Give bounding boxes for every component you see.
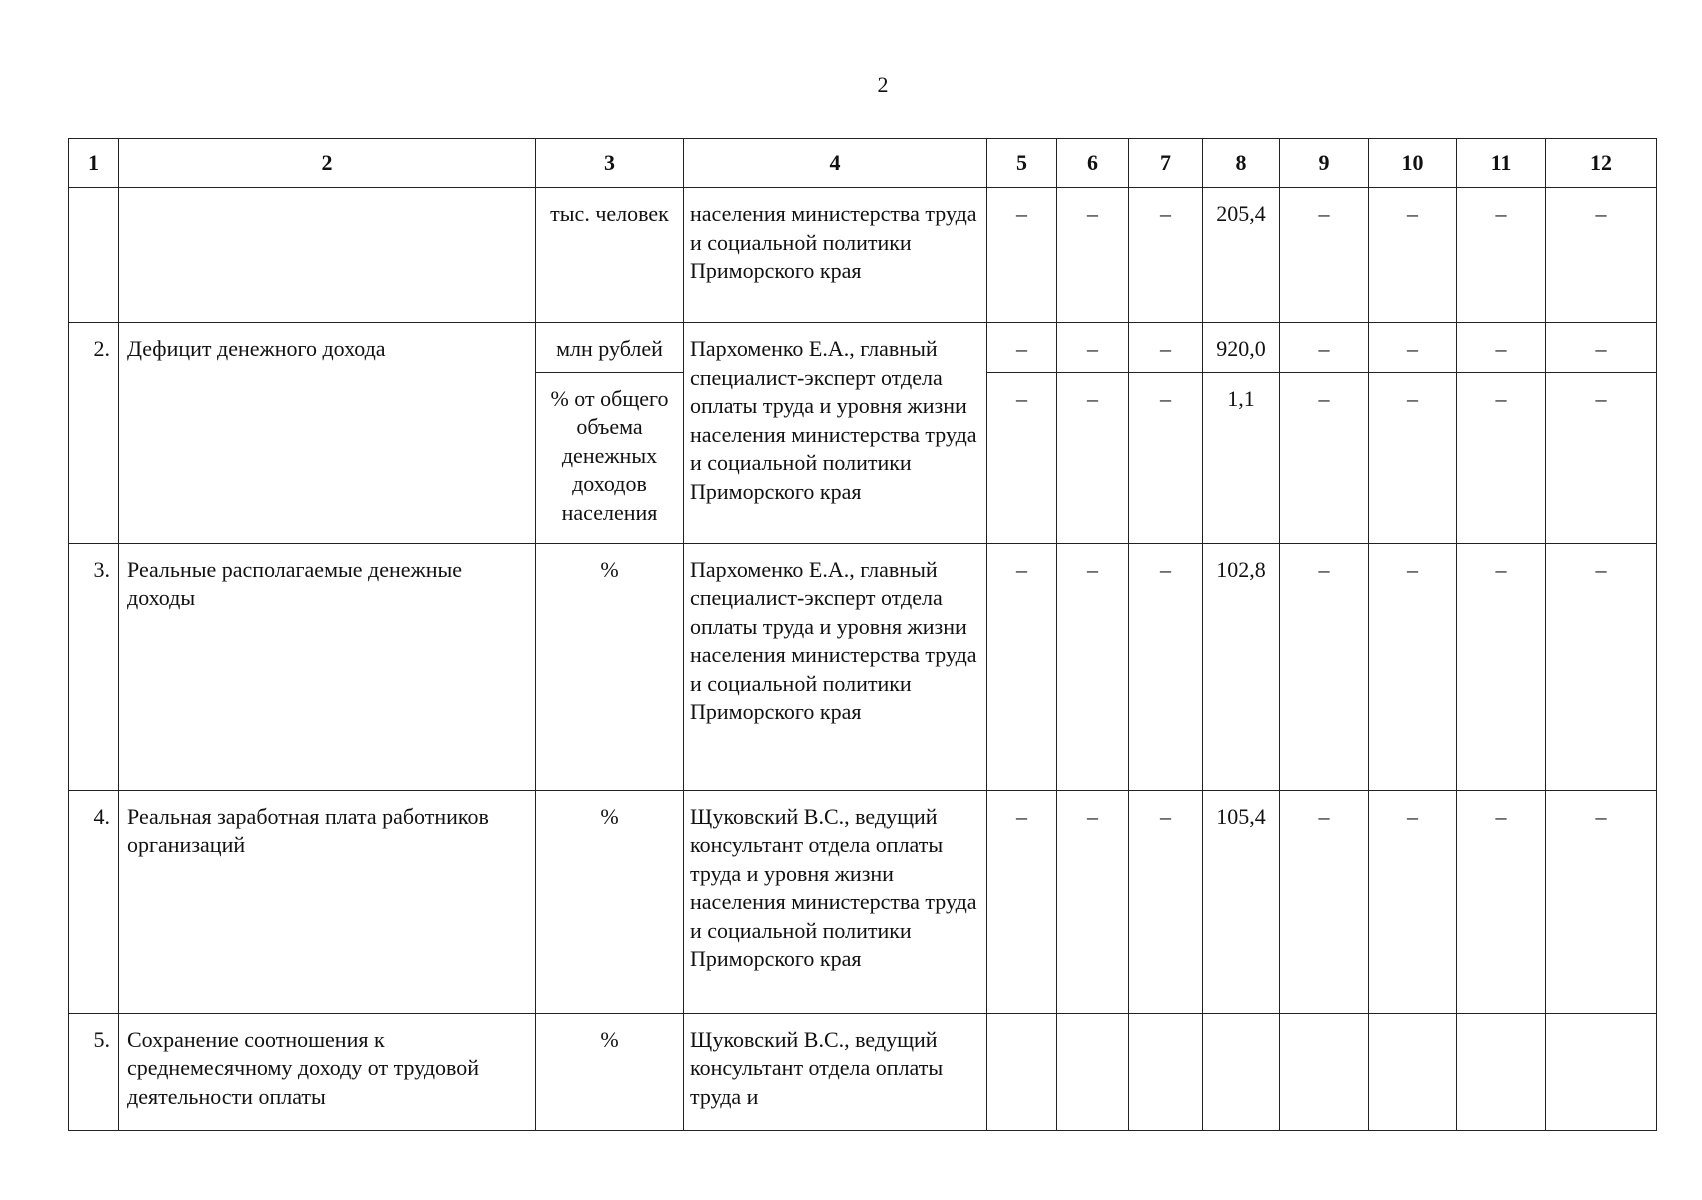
- row-number: 4.: [69, 790, 119, 1013]
- value-cell: [1457, 1013, 1546, 1130]
- column-header: 12: [1546, 139, 1657, 188]
- value-cell: –: [1280, 188, 1369, 323]
- value-cell: –: [1457, 543, 1546, 790]
- value-cell: [1280, 1013, 1369, 1130]
- value-cell: 102,8: [1203, 543, 1280, 790]
- indicator-name: Реальная заработная плата работников организаций: [119, 790, 536, 1013]
- responsible-cell: Щуковский В.С., ведущий консультант отдела оплаты труда и: [684, 1013, 987, 1130]
- value-cell: –: [1057, 543, 1129, 790]
- value-cell: 205,4: [1203, 188, 1280, 323]
- column-header: 5: [987, 139, 1057, 188]
- value-cell: –: [1546, 188, 1657, 323]
- value-cell: [1057, 1013, 1129, 1130]
- value-cell: –: [1369, 790, 1457, 1013]
- unit-cell: %: [536, 790, 684, 1013]
- value-cell: –: [1369, 372, 1457, 543]
- column-header: 6: [1057, 139, 1129, 188]
- value-cell: –: [987, 543, 1057, 790]
- row-number: 5.: [69, 1013, 119, 1130]
- table-row: [69, 543, 1657, 790]
- column-header: 4: [684, 139, 987, 188]
- value-cell: [1203, 1013, 1280, 1130]
- value-cell: –: [1369, 188, 1457, 323]
- page-number: 2: [877, 72, 889, 97]
- table-row: [69, 188, 1657, 323]
- unit-cell: %: [536, 1013, 684, 1130]
- value-cell: –: [1280, 543, 1369, 790]
- value-cell: –: [1546, 790, 1657, 1013]
- value-cell: –: [1280, 372, 1369, 543]
- value-cell: –: [1546, 543, 1657, 790]
- column-header: 11: [1457, 139, 1546, 188]
- row-number: 3.: [69, 543, 119, 790]
- responsible-cell: Пархоменко Е.А., главный специалист-эксперт отдела оплаты труда и уровня жизни населения министерства труда и социальной политики Приморского края: [684, 543, 987, 790]
- value-cell: –: [1129, 543, 1203, 790]
- table-row: [69, 790, 1657, 1013]
- value-cell: –: [1280, 323, 1369, 373]
- table-row: [69, 1013, 1657, 1130]
- value-cell: –: [1057, 188, 1129, 323]
- indicator-name: Реальные располагаемые денежные доходы: [119, 543, 536, 790]
- column-header: 8: [1203, 139, 1280, 188]
- indicator-name: Сохранение соотношения к среднемесячному доходу от трудовой деятельности оплаты: [119, 1013, 536, 1130]
- value-cell: –: [987, 323, 1057, 373]
- value-cell: [1369, 1013, 1457, 1130]
- value-cell: [1546, 1013, 1657, 1130]
- indicator-name: Дефицит денежного дохода: [119, 323, 536, 544]
- value-cell: –: [1369, 543, 1457, 790]
- value-cell: –: [987, 790, 1057, 1013]
- value-cell: –: [1369, 323, 1457, 373]
- value-cell: 105,4: [1203, 790, 1280, 1013]
- indicator-name: [119, 188, 536, 323]
- value-cell: –: [987, 372, 1057, 543]
- value-cell: –: [1457, 188, 1546, 323]
- value-cell: –: [1057, 323, 1129, 373]
- column-header: 1: [69, 139, 119, 188]
- responsible-cell: Пархоменко Е.А., главный специалист-эксперт отдела оплаты труда и уровня жизни населения министерства труда и социальной политики Приморского края: [684, 323, 987, 544]
- value-cell: –: [1457, 323, 1546, 373]
- unit-cell: % от общего объема денежных доходов населения: [536, 372, 684, 543]
- unit-cell: млн рублей: [536, 323, 684, 373]
- value-cell: –: [1057, 372, 1129, 543]
- row-number: 2.: [69, 323, 119, 544]
- value-cell: –: [987, 188, 1057, 323]
- responsible-cell: населения министерства труда и социальной политики Приморского края: [684, 188, 987, 323]
- indicators-table: [68, 138, 1657, 1131]
- value-cell: –: [1129, 790, 1203, 1013]
- value-cell: 920,0: [1203, 323, 1280, 373]
- value-cell: –: [1129, 372, 1203, 543]
- column-header: 10: [1369, 139, 1457, 188]
- value-cell: –: [1546, 323, 1657, 373]
- column-header: 9: [1280, 139, 1369, 188]
- row-number: [69, 188, 119, 323]
- value-cell: –: [1280, 790, 1369, 1013]
- value-cell: –: [1129, 188, 1203, 323]
- responsible-cell: Щуковский В.С., ведущий консультант отдела оплаты труда и уровня жизни населения министерства труда и социальной политики Приморского края: [684, 790, 987, 1013]
- value-cell: –: [1057, 790, 1129, 1013]
- value-cell: –: [1457, 790, 1546, 1013]
- value-cell: [1129, 1013, 1203, 1130]
- header-row: [69, 139, 1657, 188]
- value-cell: –: [1546, 372, 1657, 543]
- value-cell: –: [1129, 323, 1203, 373]
- column-header: 7: [1129, 139, 1203, 188]
- value-cell: [987, 1013, 1057, 1130]
- unit-cell: тыс. человек: [536, 188, 684, 323]
- unit-cell: %: [536, 543, 684, 790]
- column-header: 2: [119, 139, 536, 188]
- table-row: [69, 323, 1657, 373]
- value-cell: 1,1: [1203, 372, 1280, 543]
- value-cell: –: [1457, 372, 1546, 543]
- column-header: 3: [536, 139, 684, 188]
